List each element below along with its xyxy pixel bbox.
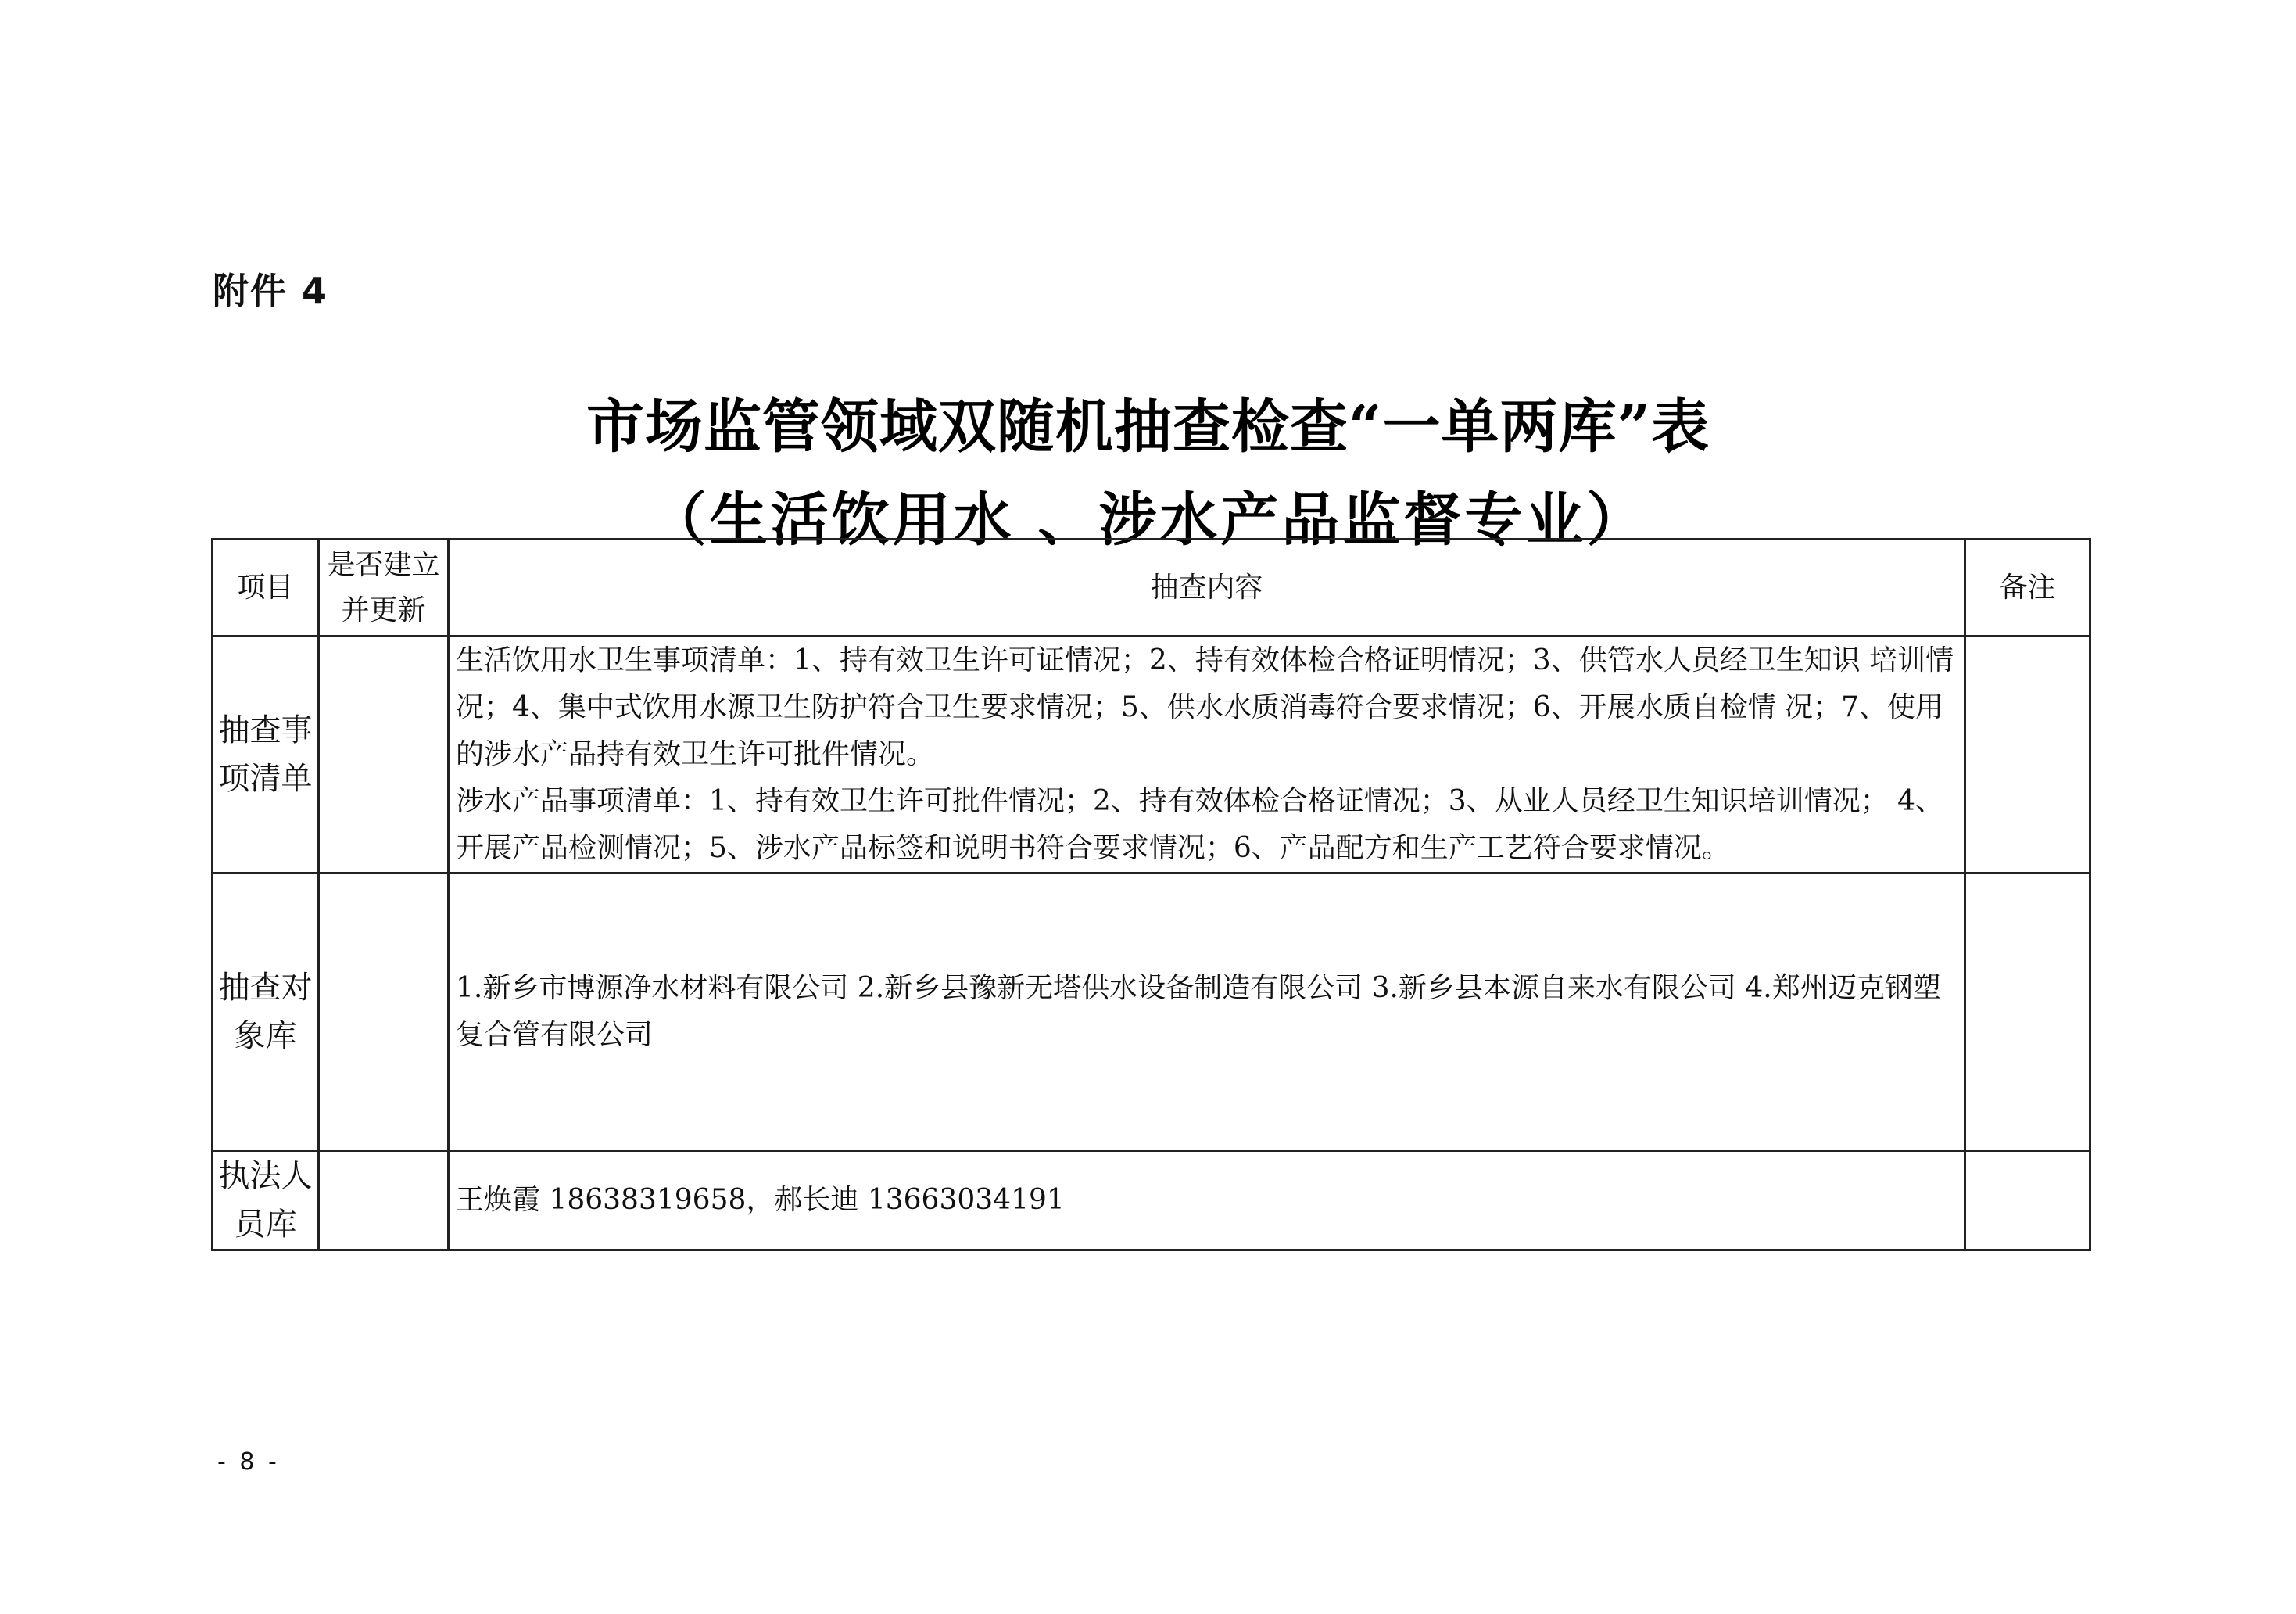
row-content-checklist: [449, 637, 1965, 873]
checklist-drinking-water: 生活饮用水卫生事项清单：1、持有效卫生许可证情况；2、持有效体检合格证明情况；3、供管水人员经卫生知识 培训情况；4、集中式饮用水源卫生防护符合卫生要求情况；5、供水水质消毒符合要求情况；6、开展水质自检情 况；7、使用的涉水产品持有效卫生许可批件情况。: [456, 644, 1954, 770]
row-established-personnel: [319, 1151, 449, 1250]
document-title: 市场监管领域双随机抽查检查“一单两库”表: [586, 393, 1710, 461]
checklist-water-products: 涉水产品事项清单：1、持有效卫生许可批件情况；2、持有效体检合格证情况；3、从业人员经卫生知识培训情况； 4、开展产品检测情况；5、涉水产品标签和说明书符合要求情况；6、产品配方和生产工艺符合要求情况。: [456, 785, 1944, 864]
row-label-checklist: 抽查事项清单: [213, 637, 319, 873]
row-content-personnel: 王焕霞 18638319658，郝长迪 13663034191: [449, 1151, 1965, 1250]
inspection-table: [211, 538, 2091, 1251]
header-content: 抽查内容: [449, 540, 1965, 637]
row-remarks-checklist: [1965, 637, 2090, 873]
row-established-checklist: [319, 637, 449, 873]
header-remarks: 备注: [1965, 540, 2090, 637]
document-subtitle: （生活饮用水 、涉水产品监督专业）: [648, 486, 1648, 554]
row-content-objects: 1.新乡市博源净水材料有限公司 2.新乡县豫新无塔供水设备制造有限公司 3.新乡县本源自来水有限公司 4.郑州迈克钢塑复合管有限公司: [449, 873, 1965, 1151]
table-row-checklist: [213, 637, 2090, 873]
table-row-objects: [213, 873, 2090, 1151]
table-header-row: [213, 540, 2090, 637]
row-label-personnel: 执法人员库: [213, 1151, 319, 1250]
row-label-objects: 抽查对象库: [213, 873, 319, 1151]
row-established-objects: [319, 873, 449, 1151]
row-remarks-personnel: [1965, 1151, 2090, 1250]
page-number: - 8 -: [217, 1448, 280, 1476]
header-established: 是否建立并更新: [319, 540, 449, 637]
row-remarks-objects: [1965, 873, 2090, 1151]
table-row-personnel: [213, 1151, 2090, 1250]
attachment-label: 附件 4: [213, 270, 329, 312]
header-item: 项目: [213, 540, 319, 637]
